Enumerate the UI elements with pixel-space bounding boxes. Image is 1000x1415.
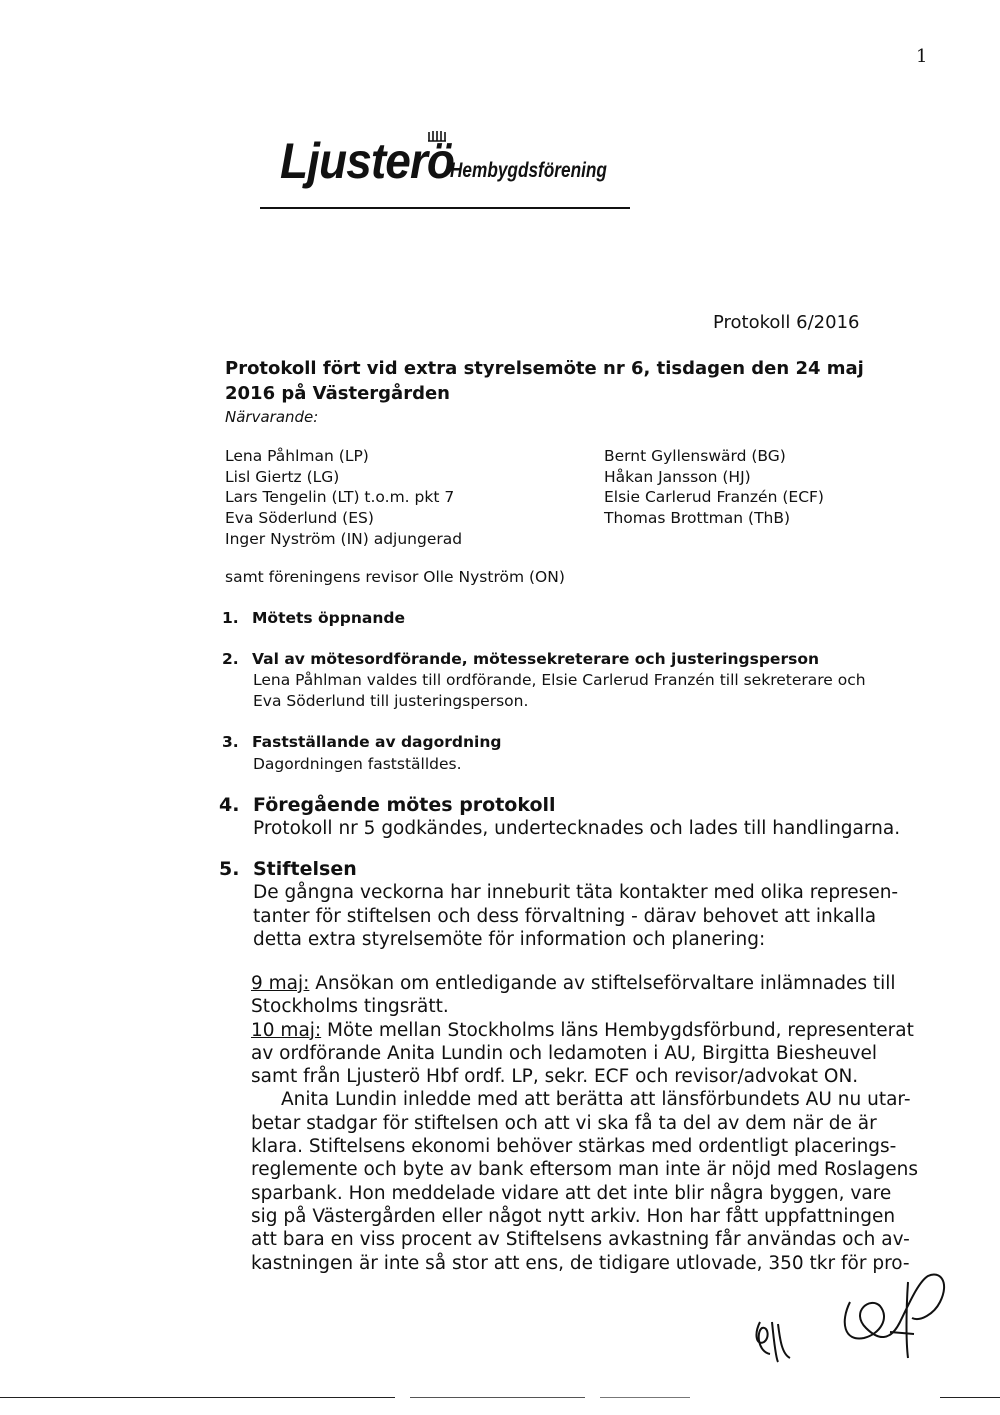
text-line: samt från Ljusterö Hbf ordf. LP, sekr. ECF och revisor/advokat ON. (251, 1066, 859, 1088)
date-label: 9 maj: (251, 973, 310, 994)
logo-sub-text: Hembygdsförening (450, 159, 607, 182)
agenda-item-1-heading (222, 609, 405, 627)
item-heading: Val av mötesordförande, mötessekreterare och justeringsperson (252, 650, 819, 668)
text-line: Möte mellan Stockholms läns Hembygdsförbund, representerat (321, 1019, 914, 1041)
revisor-line: samt föreningens revisor Olle Nyström (ON) (225, 568, 565, 586)
attendee: Elsie Carlerud Franzén (ECF) (604, 488, 824, 507)
text-line: Anita Lundin inledde med att berätta att länsförbundets AU nu utar- (281, 1089, 911, 1111)
agenda-item-2-text (253, 670, 933, 712)
attendee: Lena Påhlman (LP) (225, 447, 369, 465)
agenda-item-3-heading (222, 733, 501, 751)
may10-line (251, 1019, 931, 1042)
item-number: 1. (222, 609, 239, 627)
text-line: Stockholms tingsrätt. (251, 996, 449, 1018)
item-heading: Stiftelsen (253, 858, 357, 880)
text-line: av ordförande Anita Lundin och ledamoten i AU, Birgitta Biesheuvel (251, 1042, 878, 1064)
handwritten-initials (740, 1262, 960, 1372)
text-line: kastningen är inte så stor att ens, de tidigare utlovade, 350 tkr för pro- (251, 1252, 910, 1274)
item-number: 4. (219, 794, 240, 816)
agenda-item-4-heading (219, 794, 556, 816)
attendee: Bernt Gyllenswärd (BG) (604, 447, 786, 465)
text-line: Eva Söderlund till justeringsperson. (253, 692, 529, 710)
text-line: klara. Stiftelsens ekonomi behöver stärkas med ordentligt placerings- (251, 1136, 897, 1158)
text-line: betar stadgar för stiftelsen och att vi ska få ta del av dem när de är (251, 1112, 877, 1134)
page-number: 1 (916, 46, 928, 67)
attendees-left-column (225, 446, 462, 550)
text-line: De gångna veckorna har inneburit täta kontakter med olika represen- (253, 882, 899, 903)
item-number: 2. (222, 650, 239, 668)
date-label: 10 maj: (251, 1019, 322, 1041)
stiftelsen-chronology (251, 972, 931, 1275)
document-title (225, 356, 905, 406)
text-line: Lena Påhlman valdes till ordförande, Elsie Carlerud Franzén till sekreterare och (253, 671, 866, 689)
fork-icon (426, 130, 450, 150)
logo-underline (260, 207, 630, 209)
footer-rule (410, 1397, 585, 1398)
attendees-right-column (604, 446, 824, 529)
attendee: Lars Tengelin (LT) t.o.m. pkt 7 (225, 488, 455, 507)
item-number: 3. (222, 733, 239, 751)
protocol-reference: Protokoll 6/2016 (713, 312, 860, 333)
text-line: detta extra styrelsemöte för information och planering: (253, 929, 766, 950)
footer-rule (600, 1397, 690, 1398)
text-line: tanter för stiftelsen och dess förvaltning - därav behovet att inkalla (253, 905, 877, 927)
footer-rule (940, 1397, 1000, 1398)
agenda-item-5-heading (219, 858, 357, 880)
text-line: Ansökan om entledigande av stiftelseförvaltare inlämnades till (309, 973, 896, 994)
agenda-item-5-text (253, 881, 923, 952)
item-number: 5. (219, 858, 240, 880)
footer-rule (0, 1397, 395, 1398)
text-line: att bara en viss procent av Stiftelsens avkastning får användas och av- (251, 1229, 910, 1251)
item-heading: Mötets öppnande (252, 609, 406, 627)
text-line: sparbank. Hon meddelade vidare att det inte blir några byggen, vare (251, 1182, 892, 1204)
agenda-item-4-text: Protokoll nr 5 godkändes, undertecknades och lades till handlingarna. (253, 818, 901, 839)
logo (260, 130, 630, 212)
title-line: Protokoll fört vid extra styrelsemöte nr 6, tisdagen den 24 maj (225, 358, 864, 379)
text-line: reglemente och byte av bank eftersom man inte är nöjd med Roslagens (251, 1159, 918, 1181)
attendee: Eva Söderlund (ES) (225, 509, 374, 528)
agenda-item-2-heading (222, 650, 819, 668)
text-line: sig på Västergården eller något nytt arkiv. Hon har fått uppfattningen (251, 1205, 896, 1227)
item-heading: Föregående mötes protokoll (253, 794, 556, 816)
attendee: Lisl Giertz (LG) (225, 467, 340, 486)
attendees-label: Närvarande: (225, 408, 319, 426)
may9-line (251, 972, 931, 995)
attendee: Håkan Jansson (HJ) (604, 467, 751, 486)
item-heading: Fastställande av dagordning (252, 733, 502, 751)
logo-main-text: Ljusterö (280, 133, 455, 189)
attendee: Thomas Brottman (ThB) (604, 509, 791, 528)
title-line: 2016 på Västergården (225, 383, 450, 404)
attendee: Inger Nyström (IN) adjungerad (225, 529, 463, 548)
agenda-item-3-text: Dagordningen fastställdes. (253, 755, 462, 773)
